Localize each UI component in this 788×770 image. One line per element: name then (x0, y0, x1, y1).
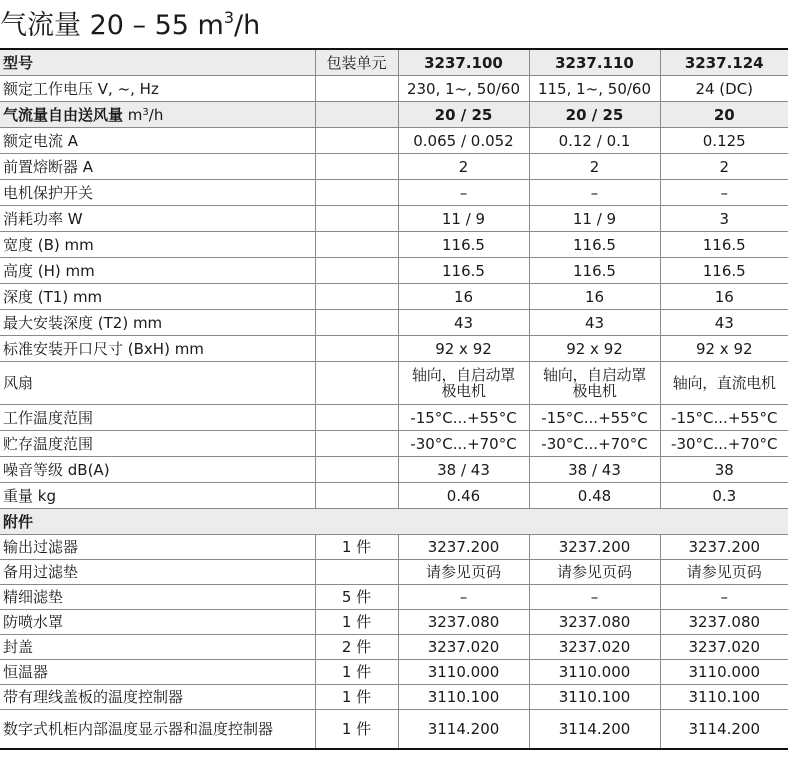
model-number: 3237.110 (529, 49, 660, 76)
accessory-value: 3114.200 (398, 710, 529, 750)
accessory-unit: 1 件 (315, 710, 398, 750)
spec-row (0, 457, 788, 483)
spec-unit (315, 310, 398, 336)
spec-row (0, 258, 788, 284)
spec-value: 2 (529, 154, 660, 180)
accessory-value: 3237.200 (398, 535, 529, 560)
spec-value: 116.5 (398, 258, 529, 284)
accessory-unit: 1 件 (315, 660, 398, 685)
spec-value: 16 (398, 284, 529, 310)
fan-type-line: 极电机 (441, 382, 486, 400)
spec-label (0, 102, 315, 128)
accessory-value: 3110.000 (398, 660, 529, 685)
spec-value: 24 (DC) (660, 76, 788, 102)
accessory-row (0, 710, 788, 750)
accessory-value: 请参见页码 (529, 560, 660, 585)
accessory-value: 3114.200 (660, 710, 788, 750)
accessory-row (0, 660, 788, 685)
spec-label: 风扇 (0, 362, 315, 405)
accessory-label: 精细滤垫 (0, 585, 315, 610)
spec-value: 20 / 25 (529, 102, 660, 128)
page-title (0, 8, 260, 44)
spec-value: 38 / 43 (398, 457, 529, 483)
spec-label: 宽度 (B) mm (0, 232, 315, 258)
fan-type-line: 极电机 (572, 382, 617, 400)
spec-value: – (398, 180, 529, 206)
accessory-row (0, 560, 788, 585)
spec-unit (315, 180, 398, 206)
accessory-row (0, 685, 788, 710)
spec-label: 额定电流 A (0, 128, 315, 154)
spec-value (398, 362, 529, 405)
spec-label: 前置熔断器 A (0, 154, 315, 180)
spec-label: 噪音等级 dB(A) (0, 457, 315, 483)
spec-unit (315, 154, 398, 180)
spec-row (0, 206, 788, 232)
accessory-row (0, 535, 788, 560)
spec-label: 高度 (H) mm (0, 258, 315, 284)
accessory-value: – (529, 585, 660, 610)
fan-type-line: 轴向，自启动罩 (412, 366, 515, 384)
header-unit: 包装单元 (315, 49, 398, 76)
airflow-label-bold: 气流量自由送风量 (3, 105, 124, 124)
spec-value: 11 / 9 (529, 206, 660, 232)
accessory-row (0, 635, 788, 660)
accessory-unit: 1 件 (315, 535, 398, 560)
spec-value: 20 / 25 (398, 102, 529, 128)
spec-value: -15°C...+55°C (398, 405, 529, 431)
accessories-section-header (0, 509, 788, 535)
spec-value: -15°C...+55°C (529, 405, 660, 431)
spec-value: 0.12 / 0.1 (529, 128, 660, 154)
accessory-value: 请参见页码 (398, 560, 529, 585)
spec-label: 重量 kg (0, 483, 315, 509)
spec-label: 工作温度范围 (0, 405, 315, 431)
spec-label: 贮存温度范围 (0, 431, 315, 457)
spec-value: 20 (660, 102, 788, 128)
header-row (0, 49, 788, 76)
accessory-label: 防喷水罩 (0, 610, 315, 635)
accessories-heading: 附件 (0, 509, 788, 535)
spec-value: 3 (660, 206, 788, 232)
spec-value: -15°C...+55°C (660, 405, 788, 431)
spec-value: 230, 1~, 50/60 (398, 76, 529, 102)
accessory-value: 3237.020 (529, 635, 660, 660)
accessory-value: 3237.020 (398, 635, 529, 660)
spec-unit (315, 232, 398, 258)
spec-value: 43 (398, 310, 529, 336)
spec-value (660, 362, 788, 405)
airflow-label-unit: m (123, 105, 143, 124)
spec-value: 43 (660, 310, 788, 336)
spec-row (0, 310, 788, 336)
accessory-label: 封盖 (0, 635, 315, 660)
spec-table (0, 48, 788, 750)
spec-value: 116.5 (660, 232, 788, 258)
spec-value: -30°C...+70°C (529, 431, 660, 457)
spec-label: 额定工作电压 V, ~, Hz (0, 76, 315, 102)
fan-type-line: 轴向，直流电机 (672, 374, 776, 392)
spec-value: 92 x 92 (398, 336, 529, 362)
accessory-value: – (398, 585, 529, 610)
spec-value: 116.5 (529, 258, 660, 284)
accessory-row (0, 610, 788, 635)
spec-label: 最大安装深度 (T2) mm (0, 310, 315, 336)
spec-value: 116.5 (398, 232, 529, 258)
spec-unit (315, 206, 398, 232)
accessory-value: 3237.080 (660, 610, 788, 635)
spec-value: 11 / 9 (398, 206, 529, 232)
accessory-value: 3237.080 (529, 610, 660, 635)
accessory-unit: 2 件 (315, 635, 398, 660)
accessory-value: 3237.200 (660, 535, 788, 560)
spec-label: 电机保护开关 (0, 180, 315, 206)
spec-value: 0.46 (398, 483, 529, 509)
spec-row (0, 336, 788, 362)
spec-unit (315, 258, 398, 284)
spec-row (0, 483, 788, 509)
spec-value: -30°C...+70°C (398, 431, 529, 457)
spec-unit (315, 457, 398, 483)
spec-value: 116.5 (529, 232, 660, 258)
accessory-value: 3237.020 (660, 635, 788, 660)
spec-unit (315, 483, 398, 509)
spec-row (0, 405, 788, 431)
spec-value: 0.48 (529, 483, 660, 509)
spec-value: -30°C...+70°C (660, 431, 788, 457)
spec-value: 92 x 92 (660, 336, 788, 362)
spec-label: 标准安装开口尺寸 (BxH) mm (0, 336, 315, 362)
accessory-label: 带有理线盖板的温度控制器 (0, 685, 315, 710)
accessory-value: 3237.200 (529, 535, 660, 560)
spec-value: 16 (529, 284, 660, 310)
accessory-label: 数字式机柜内部温度显示器和温度控制器 (0, 710, 315, 750)
accessory-unit: 1 件 (315, 685, 398, 710)
spec-unit (315, 405, 398, 431)
spec-value: 92 x 92 (529, 336, 660, 362)
spec-value: 38 (660, 457, 788, 483)
spec-row (0, 232, 788, 258)
accessory-unit: 5 件 (315, 585, 398, 610)
spec-unit (315, 336, 398, 362)
accessory-unit (315, 560, 398, 585)
title-superscript: 3 (223, 8, 235, 27)
spec-unit (315, 362, 398, 405)
airflow-label-sup: 3 (142, 106, 149, 118)
accessory-unit: 1 件 (315, 610, 398, 635)
spec-row (0, 154, 788, 180)
spec-row (0, 76, 788, 102)
accessory-value: 请参见页码 (660, 560, 788, 585)
spec-value: 0.065 / 0.052 (398, 128, 529, 154)
model-number: 3237.100 (398, 49, 529, 76)
spec-unit (315, 431, 398, 457)
spec-value: – (529, 180, 660, 206)
spec-value: 16 (660, 284, 788, 310)
accessory-row (0, 585, 788, 610)
title-text: 气流量 20 – 55 m (0, 10, 224, 41)
model-number: 3237.124 (660, 49, 788, 76)
fan-type-line: 轴向，自启动罩 (543, 366, 646, 384)
spec-value: 2 (398, 154, 529, 180)
accessory-value: 3110.000 (529, 660, 660, 685)
spec-value: 0.125 (660, 128, 788, 154)
spec-row (0, 128, 788, 154)
spec-label: 消耗功率 W (0, 206, 315, 232)
accessory-value: 3110.000 (660, 660, 788, 685)
title-unit-tail: /h (234, 10, 261, 41)
accessory-value: – (660, 585, 788, 610)
spec-value: 38 / 43 (529, 457, 660, 483)
header-label: 型号 (0, 49, 315, 76)
airflow-label-tail: /h (148, 105, 164, 124)
spec-value: – (660, 180, 788, 206)
accessory-value: 3110.100 (660, 685, 788, 710)
spec-unit (315, 128, 398, 154)
accessory-value: 3237.080 (398, 610, 529, 635)
spec-value: 116.5 (660, 258, 788, 284)
accessory-label: 输出过滤器 (0, 535, 315, 560)
spec-unit (315, 76, 398, 102)
spec-value: 115, 1~, 50/60 (529, 76, 660, 102)
accessory-value: 3110.100 (398, 685, 529, 710)
spec-value: 43 (529, 310, 660, 336)
accessory-label: 恒温器 (0, 660, 315, 685)
spec-unit (315, 102, 398, 128)
spec-row-airflow (0, 102, 788, 128)
spec-row (0, 431, 788, 457)
spec-value: 0.3 (660, 483, 788, 509)
accessory-value: 3110.100 (529, 685, 660, 710)
spec-row (0, 180, 788, 206)
accessory-value: 3114.200 (529, 710, 660, 750)
spec-value (529, 362, 660, 405)
spec-unit (315, 284, 398, 310)
spec-label: 深度 (T1) mm (0, 284, 315, 310)
accessory-label: 备用过滤垫 (0, 560, 315, 585)
spec-value: 2 (660, 154, 788, 180)
spec-row (0, 284, 788, 310)
spec-row-fan (0, 362, 788, 405)
